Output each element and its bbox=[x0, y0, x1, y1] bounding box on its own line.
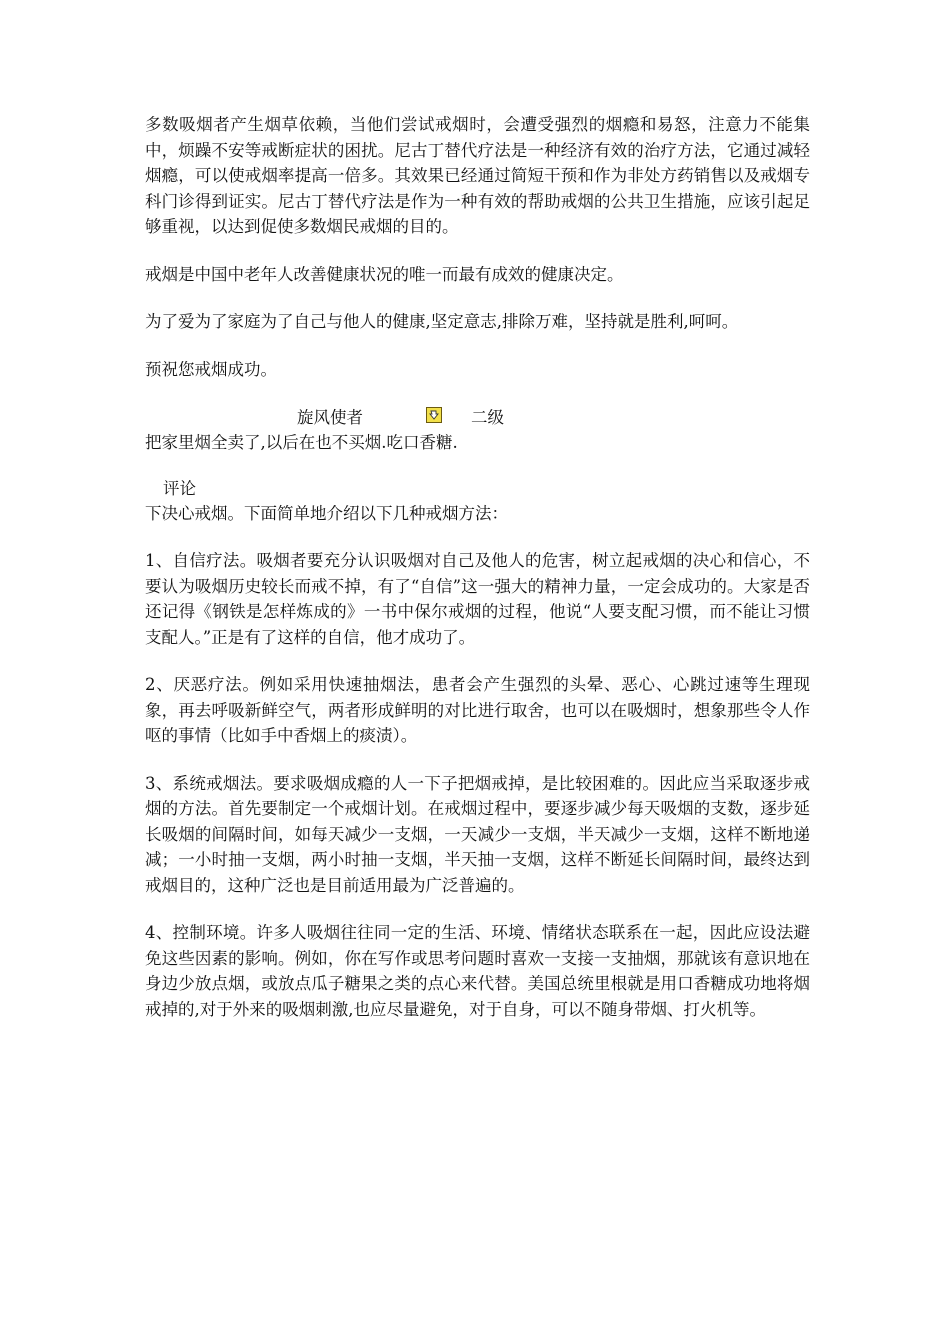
user-level-icon bbox=[426, 407, 442, 423]
comment-label[interactable]: 评论 bbox=[163, 478, 196, 498]
user-level: 二级 bbox=[471, 408, 504, 427]
method-1: 1、自信疗法。吸烟者要充分认识吸烟对自己及他人的危害，树立起戒烟的决心和信心，不要认为吸烟历史较长而戒不掉，有了“自信”这一强大的精神力量，一定会成功的。大家是否还记得《钢铁是怎样炼成的》一书中保尔戒烟的过程，他说“人要支配习惯，而不能让习惯支配人。”正是有了这样的自信，他才成功了。 bbox=[145, 551, 810, 647]
methods-intro: 下决心戒烟。下面简单地介绍以下几种戒烟方法： bbox=[145, 503, 508, 523]
author-name[interactable]: 旋风使者 bbox=[297, 408, 363, 427]
paragraph-encouragement: 为了爱为了家庭为了自己与他人的健康,坚定意志,排除万难，坚持就是胜利,呵呵。 bbox=[145, 312, 739, 331]
paragraph-nicotine-therapy: 多数吸烟者产生烟草依赖，当他们尝试戒烟时，会遭受强烈的烟瘾和易怒，注意力不能集中，烦躁不安等戒断症状的困扰。尼古丁替代疗法是一种经济有效的治疗方法，它通过减轻烟瘾，可以使戒烟率提高一倍多。其效果已经通过简短干预和作为非处方药销售以及戒烟专科门诊得到证实。尼古丁替代疗法是作为一种有效的帮助戒烟的公共卫生措施，应该引起足够重视，以达到促使多数烟民戒烟的目的。 bbox=[145, 115, 810, 236]
method-2: 2、厌恶疗法。例如采用快速抽烟法，患者会产生强烈的头晕、恶心、心跳过速等生理现象，再去呼吸新鲜空气，两者形成鲜明的对比进行取舍，也可以在吸烟时，想象那些令人作呕的事情（比如手中香烟上的痰渍）。 bbox=[145, 675, 810, 745]
reply-text: 把家里烟全卖了,以后在也不买烟.吃口香糖. bbox=[145, 433, 458, 452]
method-4: 4、控制环境。许多人吸烟往往同一定的生活、环境、情绪状态联系在一起，因此应设法避免这些因素的影响。例如，你在写作或思考问题时喜欢一支接一支抽烟，那就该有意识地在身边少放点烟，或放点瓜子糖果之类的点心来代替。美国总统里根就是用口香糖成功地将烟戒掉的,对于外来的吸烟刺激,也应尽量避免，对于自身，可以不随身带烟、打火机等。 bbox=[145, 923, 810, 1019]
method-3: 3、系统戒烟法。要求吸烟成瘾的人一下子把烟戒掉，是比较困难的。因此应当采取逐步戒烟的方法。首先要制定一个戒烟计划。在戒烟过程中，要逐步减少每天吸烟的支数，逐步延长吸烟的间隔时间，如每天减少一支烟，一天减少一支烟，半天减少一支烟，这样不断地递减；一小时抽一支烟，两小时抽一支烟，半天抽一支烟，这样不断延长间隔时间，最终达到戒烟目的，这种广泛也是目前适用最为广泛普遍的。 bbox=[145, 773, 810, 895]
author-line bbox=[145, 405, 810, 430]
paragraph-health-decision: 戒烟是中国中老年人改善健康状况的唯一而最有成效的健康决定。 bbox=[145, 264, 624, 284]
paragraph-wish-success: 预祝您戒烟成功。 bbox=[145, 359, 277, 379]
document-page bbox=[145, 112, 810, 1022]
